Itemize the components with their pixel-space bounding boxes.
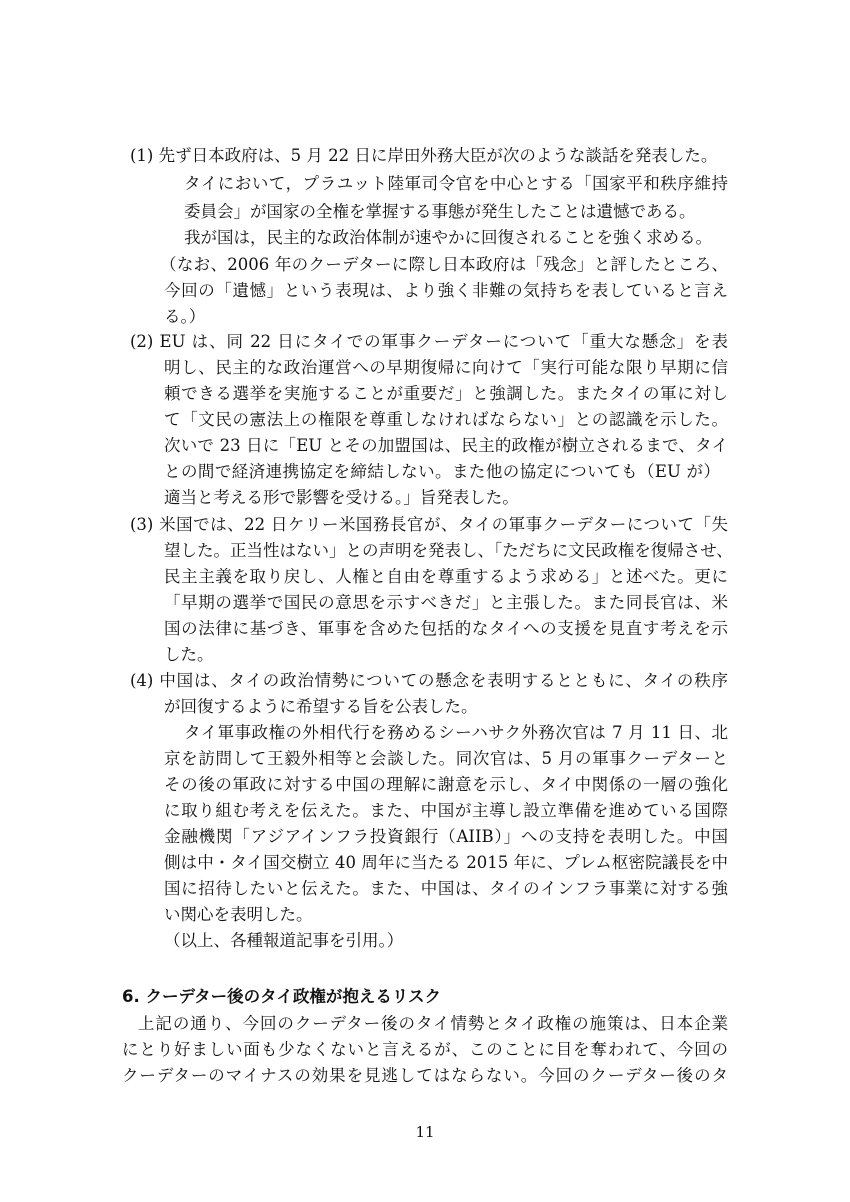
text-line: (2) EU は、同 22 日にタイでの軍事クーデターについて「重大な懸念」を表 (130, 332, 728, 351)
text-line: 金融機関「アジアインフラ投資銀行（AIIB）」への支持を表明した。中国 (164, 827, 728, 846)
text-line: 我が国は，民主的な政治体制が速やかに回復されることを強く求める。 (184, 228, 712, 247)
text-line: （なお、2006 年のクーデターに際し日本政府は「残念」と評したところ、 (160, 255, 728, 274)
text-line: した。 (164, 645, 214, 664)
text-line: 次いで 23 日に「EU とその加盟国は、民主的政権が樹立されるまで、タイ (164, 436, 728, 455)
text-line: 「早期の選挙で国民の意思を示すべきだ」と主張した。また同長官は、米 (164, 593, 728, 612)
text-line: 側は中・タイ国交樹立 40 周年に当たる 2015 年に、プレム枢密院議長を中 (164, 853, 728, 872)
text-line: 委員会」が国家の全権を掌握する事態が発生したことは遺憾である。 (184, 202, 696, 221)
text-line: その後の軍政に対する中国の理解に謝意を示し、タイ中関係の一層の強化 (164, 775, 728, 794)
text-line: (3) 米国では、22 日ケリー米国務長官が、タイの軍事クーデターについて「失 (130, 515, 728, 534)
text-line: (4) 中国は、タイの政治情勢についての懸念を表明するとともに、タイの秩序 (130, 671, 728, 690)
text-line: 民主主義を取り戻し、人権と自由を尊重するよう求める」と述べた。更に (164, 567, 728, 586)
text-line: に取り組む考えを伝えた。また、中国が主導し設立準備を進めている国際 (164, 801, 728, 820)
text-line: （以上、各種報道記事を引用。） (164, 931, 404, 950)
text-line: が回復するように希望する旨を公表した。 (164, 697, 478, 716)
text-line: クーデターのマイナスの効果を見逃してはならない。今回のクーデター後のタ (122, 1066, 728, 1085)
text-line: 国の法律に基づき、軍事を含めた包括的なタイへの支援を見直す考えを示 (164, 619, 728, 638)
section-heading: 6. クーデター後のタイ政権が抱えるリスク (122, 987, 442, 1006)
text-line: との間で経済連携協定を締結しない。また他の協定についても（EU が） (164, 462, 720, 481)
text-line: 頼できる選挙を実施することが重要だ」と強調した。またタイの軍に対し (164, 384, 728, 403)
page-number: 11 (415, 1123, 435, 1141)
text-line: 上記の通り、今回のクーデター後のタイ情勢とタイ政権の施策は、日本企業 (138, 1014, 728, 1033)
text-line: タイにおいて，プラユット陸軍司令官を中心とする「国家平和秩序維持 (184, 174, 728, 193)
text-line: 国に招待したいと伝えた。また、中国は、タイのインフラ事業に対する強 (164, 879, 728, 898)
text-line: 京を訪問して王毅外相等と会談した。同次官は、5 月の軍事クーデターと (164, 749, 728, 768)
text-line: 今回の「遺憾」という表現は、より強く非難の気持ちを表していると言え (164, 281, 728, 300)
text-line: 望した。正当性はない」との声明を発表し、「ただちに文民政権を復帰させ、 (164, 541, 733, 560)
text-line: 明し、民主的な政治運営への早期復帰に向けて「実行可能な限り早期に信 (164, 358, 728, 377)
text-line: て「文民の憲法上の権限を尊重しなければならない」との認識を示した。 (164, 410, 728, 429)
text-line: い関心を表明した。 (164, 905, 313, 924)
text-line: にとり好ましい面も少なくないと言えるが、このことに目を奪われて、今回の (122, 1040, 728, 1059)
text-line: 適当と考える形で影響を受ける。」旨発表した。 (164, 488, 519, 507)
text-line: (1) 先ず日本政府は、5 月 22 日に岸田外務大臣が次のような談話を発表した。 (130, 146, 718, 165)
text-line: る。） (164, 307, 206, 326)
text-line: タイ軍事政権の外相代行を務めるシーハサク外務次官は 7 月 11 日、北 (184, 723, 728, 742)
